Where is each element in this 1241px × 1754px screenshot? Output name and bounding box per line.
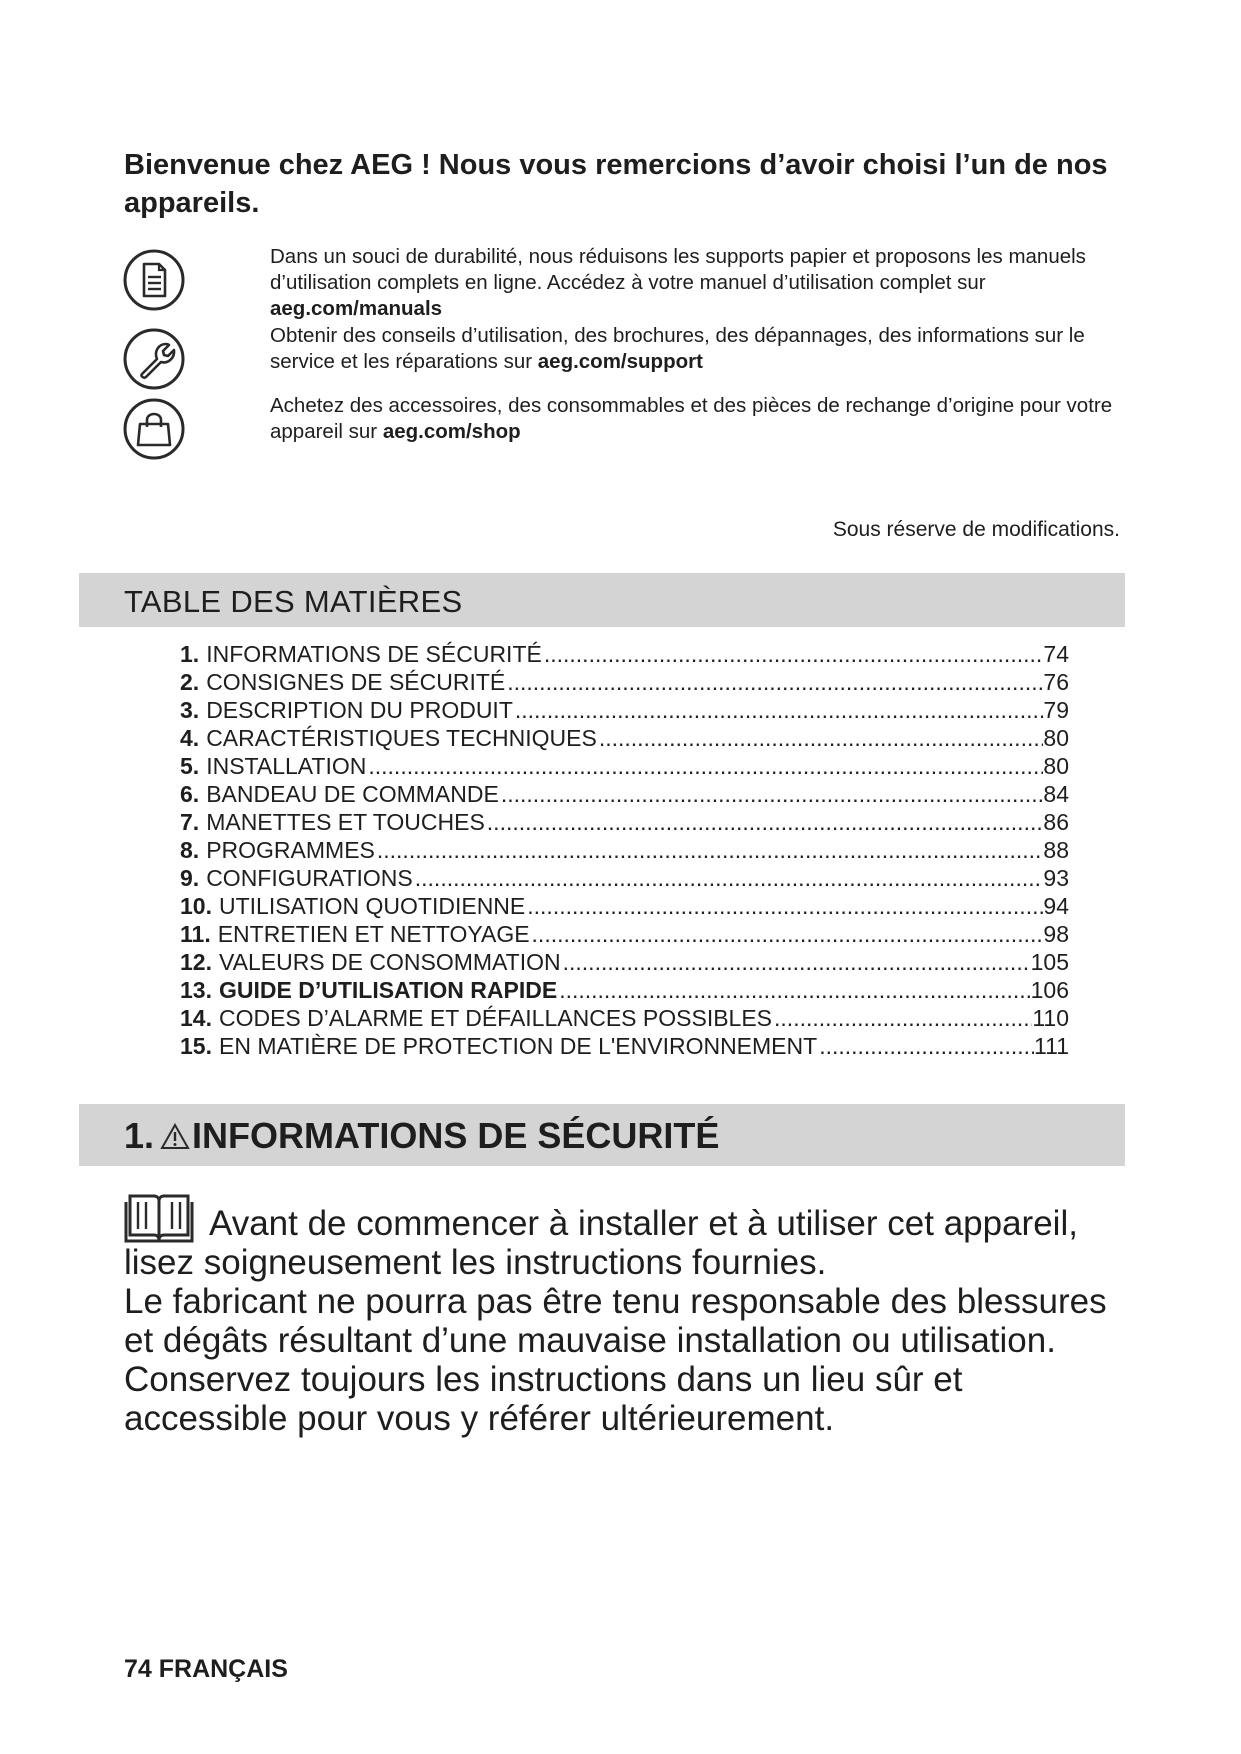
toc-entry[interactable] [180, 1004, 1069, 1032]
toc-entry-number: 6. [180, 781, 200, 807]
toc-entry-leader [597, 724, 1044, 752]
shopping-bag-icon [122, 397, 186, 461]
page-footer: 74 FRANÇAIS [124, 1655, 288, 1683]
toc-entry-label: CONFIGURATIONS [206, 865, 413, 891]
toc-entry-label: PROGRAMMES [206, 837, 375, 863]
toc-entry-label: EN MATIÈRE DE PROTECTION DE L'ENVIRONNEMENT [218, 1033, 818, 1059]
toc-entry[interactable] [180, 920, 1069, 948]
toc-list [180, 640, 1069, 1060]
safety-intro-first: Avant de commencer à installer et à utiliser cet appareil, lisez soigneusement les instructions fournies. [124, 1204, 1078, 1282]
toc-entry-number: 12. [180, 949, 212, 975]
toc-entry-page: 106 [1030, 977, 1069, 1003]
document-icon [122, 248, 186, 312]
toc-entry[interactable] [180, 780, 1069, 808]
toc-entry-page: 111 [1034, 1033, 1069, 1059]
toc-entry-page: 94 [1043, 893, 1069, 919]
toc-entry-page: 93 [1043, 865, 1069, 891]
toc-entry-leader [485, 808, 1044, 836]
toc-entry-leader [772, 1004, 1032, 1032]
toc-entry-label: BANDEAU DE COMMANDE [206, 781, 499, 807]
toc-entry-leader [525, 892, 1043, 920]
manuals-link[interactable]: aeg.com/manuals [270, 297, 443, 320]
toc-entry-number: 1. [180, 641, 200, 667]
manuals-text: Dans un souci de durabilité, nous réduisons les supports papier et proposons les manuels d’utilisation complets en ligne. Accédez à votre manuel d’utilisation complet sur [270, 245, 1086, 294]
toc-entry-page: 80 [1043, 725, 1069, 751]
support-text: Obtenir des conseils d’utilisation, des brochures, des dépannages, des informations sur le service et les réparations sur [270, 324, 1085, 373]
toc-entry-label: VALEURS DE CONSOMMATION [218, 949, 561, 975]
toc-entry-page: 86 [1043, 809, 1069, 835]
support-info [270, 323, 1130, 375]
toc-entry-page: 98 [1043, 921, 1069, 947]
toc-entry[interactable] [180, 948, 1069, 976]
safety-intro [124, 1204, 1124, 1438]
toc-entry-leader [375, 836, 1044, 864]
toc-entry[interactable] [180, 640, 1069, 668]
toc-entry-number: 13. [180, 977, 212, 1003]
toc-entry-page: 84 [1043, 781, 1069, 807]
toc-entry-number: 2. [180, 669, 200, 695]
toc-entry-label: MANETTES ET TOUCHES [206, 809, 485, 835]
shop-link[interactable]: aeg.com/shop [382, 420, 521, 443]
toc-entry-page: 76 [1043, 669, 1069, 695]
safety-intro-second: Le fabricant ne pourra pas être tenu responsable des blessures et dégâts résultant d’une mauvaise installation ou utilisation. Conservez toujours les instructions dans un lieu sûr et accessible pour vous y référer ultérieurement. [124, 1282, 1107, 1438]
toc-entry[interactable] [180, 976, 1069, 1004]
shop-info [270, 393, 1130, 445]
toc-entry-page: 74 [1043, 641, 1069, 667]
toc-entry-number: 11. [180, 921, 211, 947]
toc-entry-leader [366, 752, 1043, 780]
toc-entry-leader [817, 1032, 1034, 1060]
toc-entry-label: INSTALLATION [206, 753, 367, 779]
toc-entry[interactable] [180, 1032, 1069, 1060]
toc-entry-leader [561, 948, 1031, 976]
toc-entry-page: 79 [1043, 697, 1069, 723]
toc-entry-label: ENTRETIEN ET NETTOYAGE [217, 921, 530, 947]
toc-entry-number: 7. [180, 809, 200, 835]
support-link[interactable]: aeg.com/support [537, 350, 703, 373]
toc-title: TABLE DES MATIÈRES [124, 584, 463, 619]
warning-icon [160, 1116, 190, 1160]
toc-entry-number: 3. [180, 697, 200, 723]
reserve-note: Sous réserve de modifications. [832, 518, 1120, 541]
wrench-icon [122, 327, 186, 391]
welcome-heading: Bienvenue chez AEG ! Nous vous remercions d’avoir choisi l’un de nos appareils. [124, 149, 1108, 219]
toc-entry[interactable] [180, 752, 1069, 780]
safety-number: 1. [124, 1115, 155, 1156]
toc-entry[interactable] [180, 864, 1069, 892]
safety-title [124, 1114, 719, 1160]
toc-entry-label: CODES D’ALARME ET DÉFAILLANCES POSSIBLES [218, 1005, 773, 1031]
toc-entry-page: 105 [1030, 949, 1069, 975]
toc-entry[interactable] [180, 724, 1069, 752]
toc-entry[interactable] [180, 892, 1069, 920]
toc-entry-page: 88 [1043, 837, 1069, 863]
toc-entry-label: DESCRIPTION DU PRODUIT [206, 697, 513, 723]
toc-entry-number: 15. [180, 1033, 212, 1059]
toc-entry-number: 8. [180, 837, 200, 863]
toc-entry-leader [542, 640, 1044, 668]
toc-entry[interactable] [180, 668, 1069, 696]
toc-entry-leader [413, 864, 1044, 892]
toc-entry-leader [505, 668, 1043, 696]
toc-entry-label: CARACTÉRISTIQUES TECHNIQUES [206, 725, 597, 751]
toc-entry-number: 10. [180, 893, 212, 919]
toc-entry-number: 14. [180, 1005, 212, 1031]
toc-entry-number: 5. [180, 753, 200, 779]
toc-entry-number: 9. [180, 865, 200, 891]
toc-entry-label: INFORMATIONS DE SÉCURITÉ [206, 641, 542, 667]
toc-entry-label: CONSIGNES DE SÉCURITÉ [206, 669, 506, 695]
toc-entry-label: GUIDE D’UTILISATION RAPIDE [218, 977, 558, 1003]
toc-entry-leader [557, 976, 1030, 1004]
manuals-info [270, 244, 1130, 322]
toc-entry-label: UTILISATION QUOTIDIENNE [218, 893, 526, 919]
toc-header-bar [79, 573, 1125, 627]
safety-heading-text: INFORMATIONS DE SÉCURITÉ [192, 1115, 720, 1156]
toc-entry[interactable] [180, 696, 1069, 724]
toc-entry[interactable] [180, 836, 1069, 864]
shop-text: Achetez des accessoires, des consommables et des pièces de rechange d’origine pour votre appareil sur [270, 394, 1113, 443]
toc-entry-leader [530, 920, 1044, 948]
toc-entry-page: 110 [1032, 1005, 1069, 1031]
toc-entry-number: 4. [180, 725, 200, 751]
toc-entry[interactable] [180, 808, 1069, 836]
toc-entry-page: 80 [1043, 753, 1069, 779]
toc-entry-leader [499, 780, 1044, 808]
toc-entry-leader [513, 696, 1044, 724]
safety-header-bar [79, 1104, 1125, 1166]
